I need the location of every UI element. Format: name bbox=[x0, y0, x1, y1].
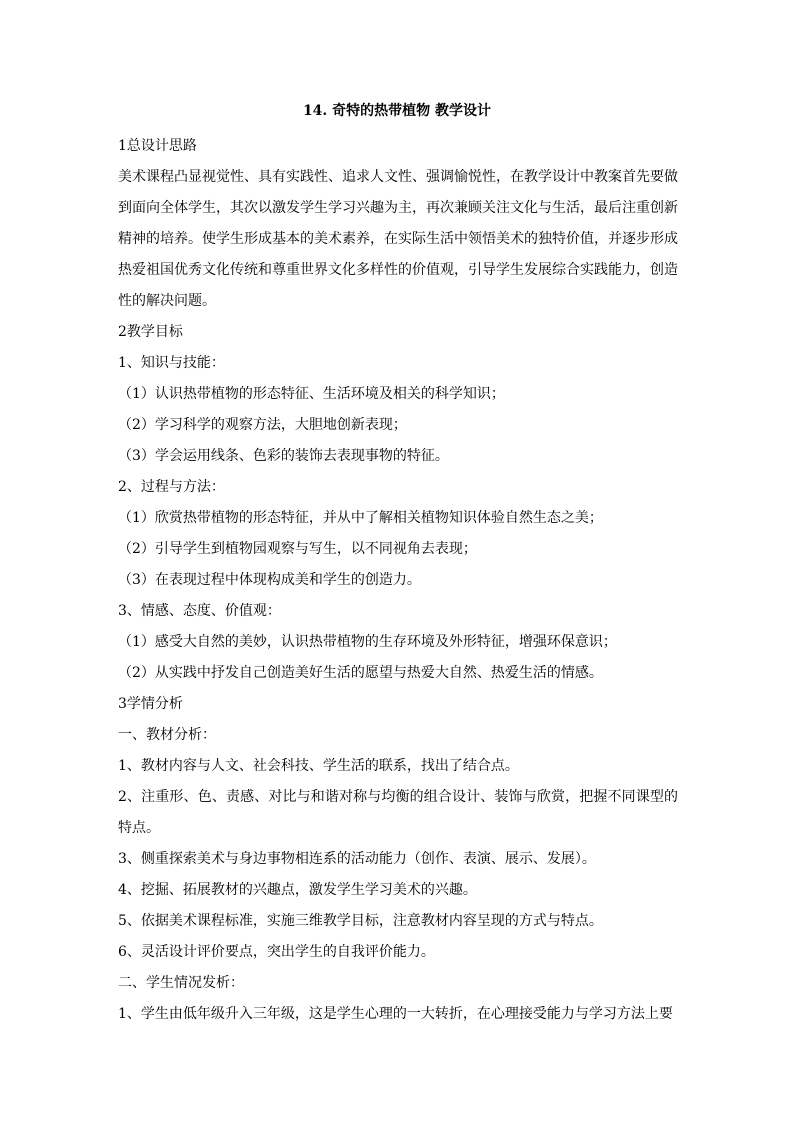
list-item: （1）感受大自然的美妙，认识热带植物的生存环境及外形特征，增强环保意识； bbox=[118, 634, 617, 650]
section-heading-learner-analysis: 3学情分析 bbox=[118, 696, 183, 712]
document-body bbox=[118, 131, 678, 1030]
section-heading-teaching-goals: 2教学目标 bbox=[118, 324, 183, 340]
list-item: （2）学习科学的观察方法，大胆地创新表现； bbox=[118, 417, 407, 433]
list-item: 3、侧重探索美术与身边事物相连系的活动能力（创作、表演、展示、发展）。 bbox=[118, 851, 596, 867]
list-item: （1）认识热带植物的形态特征、生活环境及相关的科学知识； bbox=[118, 386, 505, 402]
list-item: 5、依据美术课程标准，实施三维教学目标，注意教材内容呈现的方式与特点。 bbox=[118, 913, 603, 929]
list-item: 4、挖掘、拓展教材的兴趣点，激发学生学习美术的兴趣。 bbox=[118, 882, 477, 898]
subheading-textbook-analysis: 一、教材分析： bbox=[118, 727, 216, 743]
section-heading-design-approach: 1总设计思路 bbox=[118, 138, 197, 154]
list-item: 2、注重形、色、责感、对比与和谐对称与均衡的组合设计、装饰与欣赏，把握不同课型的特点。 bbox=[118, 789, 678, 836]
document-title: 14. 奇特的热带植物 教学设计 bbox=[302, 103, 492, 119]
subheading-process-methods: 2、过程与方法： bbox=[118, 479, 225, 495]
list-item: （1）欣赏热带植物的形态特征，并从中了解相关植物知识体验自然生态之美； bbox=[118, 510, 603, 526]
list-item: 1、学生由低年级升入三年级，这是学生心理的一大转折，在心理接受能力与学习方法上要 bbox=[118, 1006, 673, 1022]
list-item: （3）在表现过程中体现构成美和学生的创造力。 bbox=[118, 572, 421, 588]
design-approach-paragraph: 美术课程凸显视觉性、具有实践性、追求人文性、强调愉悦性，在教学设计中教案首先要做到面向全体学生，其次以激发学生学习兴趣为主，再次兼顾关注文化与生活，最后注重创新精神的培养。使学生形成基本的美术素养，在实际生活中领悟美术的独特价值，并逐步形成热爱祖国优秀文化传统和尊重世界文化多样性的价值观，引导学生发展综合实践能力，创造性的解决问题。 bbox=[118, 169, 678, 309]
subheading-knowledge-skills: 1、知识与技能： bbox=[118, 355, 225, 371]
subheading-student-analysis: 二、学生情况发析： bbox=[118, 975, 244, 991]
list-item: 1、教材内容与人文、社会科技、学生活的联系，找出了结合点。 bbox=[118, 758, 519, 774]
list-item: 6、灵活设计评价要点，突出学生的自我评价能力。 bbox=[118, 944, 435, 960]
list-item: （2）引导学生到植物园观察与写生，以不同视角去表现； bbox=[118, 541, 477, 557]
list-item: （2）从实践中抒发自己创造美好生活的愿望与热爱大自然、热爱生活的情感。 bbox=[118, 665, 603, 681]
list-item: （3）学会运用线条、色彩的装饰去表现事物的特征。 bbox=[118, 448, 449, 464]
subheading-attitudes-values: 3、情感、态度、价值观： bbox=[118, 603, 281, 619]
